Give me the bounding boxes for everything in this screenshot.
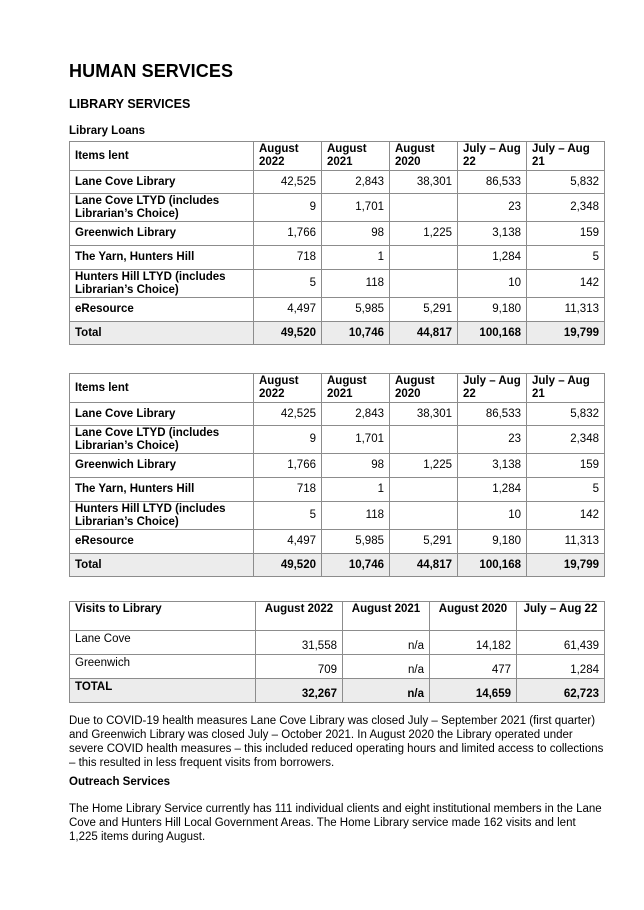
- cell: [390, 194, 458, 222]
- header-cell: Visits to Library: [70, 602, 256, 631]
- page-heading: HUMAN SERVICES: [69, 61, 234, 81]
- cell: 14,182: [430, 631, 517, 655]
- cell: 42,525: [254, 403, 322, 426]
- cell: n/a: [343, 655, 430, 679]
- cell: 2,843: [322, 403, 390, 426]
- cell: 11,313: [527, 298, 605, 322]
- table-row: [70, 478, 605, 502]
- header-cell: August 2022: [254, 142, 322, 171]
- header-cell: August 2020: [390, 142, 458, 171]
- cell: 5,832: [527, 403, 605, 426]
- loans-table: [69, 141, 605, 345]
- total-row: [70, 679, 605, 703]
- cell: 1,284: [517, 655, 605, 679]
- cell: 11,313: [527, 530, 605, 554]
- cell: [390, 502, 458, 530]
- cell: 10: [458, 270, 527, 298]
- cell: 86,533: [458, 403, 527, 426]
- outreach-heading: Outreach Services: [69, 776, 171, 788]
- header-cell: August 2022: [256, 602, 343, 631]
- row-label: Hunters Hill LTYD (includes Librarian’s Choice): [70, 270, 254, 298]
- cell: 98: [322, 454, 390, 478]
- cell: 31,558: [256, 631, 343, 655]
- table-row: [70, 222, 605, 246]
- row-label: Lane Cove: [70, 631, 256, 655]
- cell: 1,701: [322, 194, 390, 222]
- cell: 98: [322, 222, 390, 246]
- header-cell: July – Aug 21: [527, 142, 605, 171]
- loans-table-duplicate: [69, 373, 605, 577]
- total-row: [70, 554, 605, 577]
- cell: 1,701: [322, 426, 390, 454]
- cell: 159: [527, 454, 605, 478]
- row-label: Total: [70, 554, 254, 577]
- cell: 5: [527, 246, 605, 270]
- cell: 4,497: [254, 530, 322, 554]
- cell: 2,348: [527, 426, 605, 454]
- table-row: [70, 270, 605, 298]
- cell: 159: [527, 222, 605, 246]
- cell: 100,168: [458, 554, 527, 577]
- cell: [390, 246, 458, 270]
- table-row: [70, 171, 605, 194]
- row-label: eResource: [70, 298, 254, 322]
- loans-table-header: [70, 142, 605, 171]
- cell: 477: [430, 655, 517, 679]
- cell: 5,832: [527, 171, 605, 194]
- cell: 142: [527, 502, 605, 530]
- row-label: Greenwich: [70, 655, 256, 679]
- subsection-heading: Library Loans: [69, 125, 146, 137]
- cell: 10,746: [322, 554, 390, 577]
- cell: 1,284: [458, 246, 527, 270]
- cell: 4,497: [254, 298, 322, 322]
- table-row: [70, 194, 605, 222]
- table-row: [70, 298, 605, 322]
- cell: 3,138: [458, 454, 527, 478]
- header-cell: August 2021: [343, 602, 430, 631]
- cell: 1,284: [458, 478, 527, 502]
- cell: 1,225: [390, 222, 458, 246]
- visits-table: [69, 601, 605, 703]
- table-row: [70, 655, 605, 679]
- cell: 14,659: [430, 679, 517, 703]
- cell: 86,533: [458, 171, 527, 194]
- table-row: [70, 403, 605, 426]
- header-cell: August 2022: [254, 374, 322, 403]
- table-row: [70, 530, 605, 554]
- row-label: Lane Cove LTYD (includes Librarian’s Choice): [70, 194, 254, 222]
- cell: 718: [254, 246, 322, 270]
- cell: 23: [458, 194, 527, 222]
- cell: 1: [322, 246, 390, 270]
- outreach-paragraph: The Home Library Service currently has 111 individual clients and eight institutional members in the Lane Cove and Hunters Hill Local Government Areas. The Home Library service made 162 visits and lent 1,225 items during August.: [69, 803, 602, 843]
- cell: 19,799: [527, 322, 605, 345]
- cell: 38,301: [390, 171, 458, 194]
- header-cell: July – Aug 22: [458, 142, 527, 171]
- cell: 5,291: [390, 530, 458, 554]
- cell: 42,525: [254, 171, 322, 194]
- header-cell: August 2020: [430, 602, 517, 631]
- cell: n/a: [343, 631, 430, 655]
- cell: 5,985: [322, 530, 390, 554]
- cell: 709: [256, 655, 343, 679]
- row-label: Total: [70, 322, 254, 345]
- cell: 118: [322, 502, 390, 530]
- loans-table-header: [70, 374, 605, 403]
- cell: 1,225: [390, 454, 458, 478]
- cell: 44,817: [390, 554, 458, 577]
- cell: 1,766: [254, 454, 322, 478]
- row-label: Greenwich Library: [70, 222, 254, 246]
- cell: 5: [254, 270, 322, 298]
- table-row: [70, 246, 605, 270]
- cell: [390, 270, 458, 298]
- header-cell: July – Aug 21: [527, 374, 605, 403]
- visits-table-header: [70, 602, 605, 631]
- row-label: The Yarn, Hunters Hill: [70, 478, 254, 502]
- row-label: Lane Cove LTYD (includes Librarian’s Choice): [70, 426, 254, 454]
- cell: 5: [254, 502, 322, 530]
- cell: 5: [527, 478, 605, 502]
- cell: 5,985: [322, 298, 390, 322]
- cell: 23: [458, 426, 527, 454]
- cell: 118: [322, 270, 390, 298]
- cell: 61,439: [517, 631, 605, 655]
- row-label: Lane Cove Library: [70, 403, 254, 426]
- cell: 32,267: [256, 679, 343, 703]
- header-cell: August 2021: [322, 374, 390, 403]
- row-label: The Yarn, Hunters Hill: [70, 246, 254, 270]
- header-cell: July – Aug 22: [458, 374, 527, 403]
- table-row: [70, 454, 605, 478]
- cell: 38,301: [390, 403, 458, 426]
- cell: 5,291: [390, 298, 458, 322]
- cell: 2,348: [527, 194, 605, 222]
- cell: 62,723: [517, 679, 605, 703]
- cell: 100,168: [458, 322, 527, 345]
- cell: [390, 426, 458, 454]
- cell: 1,766: [254, 222, 322, 246]
- cell: 19,799: [527, 554, 605, 577]
- covid-note-paragraph: Due to COVID-19 health measures Lane Cove Library was closed July – September 2021 (first quarter) and Greenwich Library was closed July – October 2021. In August 2020 the Library operated under severe COVID health measures – this included reduced operating hours and limited access to collections – this resulted in less frequent visits from borrowers.: [69, 715, 604, 769]
- cell: n/a: [343, 679, 430, 703]
- cell: [390, 478, 458, 502]
- header-cell: July – Aug 22: [517, 602, 605, 631]
- cell: 1: [322, 478, 390, 502]
- cell: 9,180: [458, 530, 527, 554]
- row-label: Lane Cove Library: [70, 171, 254, 194]
- total-row: [70, 322, 605, 345]
- header-cell: August 2020: [390, 374, 458, 403]
- header-cell: Items lent: [70, 142, 254, 171]
- cell: 10,746: [322, 322, 390, 345]
- section-heading: LIBRARY SERVICES: [69, 97, 191, 111]
- cell: 10: [458, 502, 527, 530]
- row-label: Greenwich Library: [70, 454, 254, 478]
- cell: 2,843: [322, 171, 390, 194]
- cell: 9: [254, 426, 322, 454]
- cell: 142: [527, 270, 605, 298]
- cell: 9: [254, 194, 322, 222]
- cell: 49,520: [254, 322, 322, 345]
- row-label: eResource: [70, 530, 254, 554]
- cell: 718: [254, 478, 322, 502]
- table-row: [70, 426, 605, 454]
- header-cell: Items lent: [70, 374, 254, 403]
- row-label: TOTAL: [70, 679, 256, 703]
- cell: 3,138: [458, 222, 527, 246]
- header-cell: August 2021: [322, 142, 390, 171]
- table-row: [70, 502, 605, 530]
- cell: 49,520: [254, 554, 322, 577]
- row-label: Hunters Hill LTYD (includes Librarian’s Choice): [70, 502, 254, 530]
- table-row: [70, 631, 605, 655]
- cell: 44,817: [390, 322, 458, 345]
- cell: 9,180: [458, 298, 527, 322]
